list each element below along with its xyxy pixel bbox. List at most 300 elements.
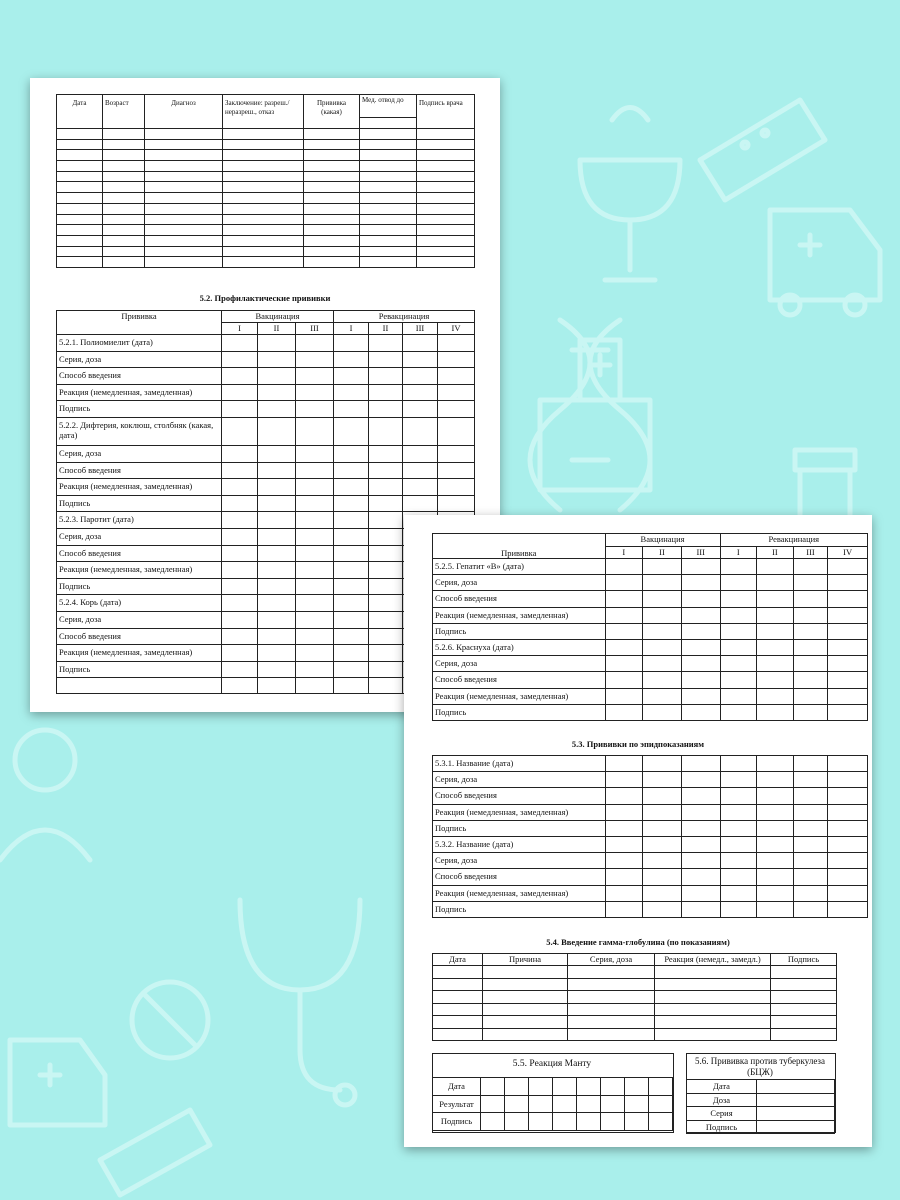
table-row	[433, 756, 868, 772]
entry-cell	[369, 678, 403, 694]
empty-cell	[223, 235, 304, 246]
row-label: Реакция (немедленная, замедленная)	[433, 607, 606, 623]
empty-cell	[145, 246, 223, 257]
table-row	[57, 235, 475, 246]
entry-cell	[605, 853, 643, 869]
bcg-row-label: Подпись	[687, 1120, 757, 1134]
table-row	[57, 368, 475, 385]
entry-cell	[296, 678, 334, 694]
entry-cell	[828, 688, 868, 704]
entry-cell	[438, 368, 475, 385]
table-row	[433, 901, 868, 917]
entry-cell	[296, 384, 334, 401]
empty-cell	[417, 129, 475, 140]
entry-cell	[793, 788, 828, 804]
row-label: Способ введения	[433, 869, 606, 885]
row-label: Способ введения	[433, 788, 606, 804]
entry-cell	[296, 335, 334, 352]
entry-cell	[793, 901, 828, 917]
empty-cell	[655, 1016, 771, 1029]
entry-cell	[334, 611, 369, 628]
entry-cell	[643, 623, 682, 639]
entry-cell	[222, 445, 258, 462]
entry-cell	[601, 1078, 625, 1096]
table-row	[57, 129, 475, 140]
entry-cell	[605, 672, 643, 688]
entry-cell	[681, 639, 720, 655]
entry-cell	[720, 804, 757, 820]
entry-cell	[334, 562, 369, 579]
row-label: Подпись	[433, 623, 606, 639]
empty-cell	[771, 1003, 837, 1016]
examination-table	[56, 94, 475, 268]
empty-cell	[655, 978, 771, 991]
empty-cell	[103, 182, 145, 193]
entry-cell	[369, 495, 403, 512]
row-label: 5.2.5. Гепатит «В» (дата)	[433, 559, 606, 575]
empty-cell	[57, 139, 103, 150]
empty-cell	[483, 1016, 568, 1029]
empty-cell	[57, 161, 103, 172]
entry-cell	[720, 788, 757, 804]
table-row	[433, 559, 868, 575]
empty-cell	[145, 225, 223, 236]
entry-cell	[793, 656, 828, 672]
table-row	[433, 1016, 837, 1029]
entry-cell	[720, 688, 757, 704]
entry-cell	[828, 788, 868, 804]
entry-cell	[222, 335, 258, 352]
empty-cell	[360, 193, 417, 204]
row-label: Подпись	[57, 578, 222, 595]
empty-cell	[57, 246, 103, 257]
entry-cell	[438, 417, 475, 445]
empty-cell	[433, 991, 483, 1004]
entry-cell	[625, 1078, 649, 1096]
entry-cell	[605, 575, 643, 591]
table-row	[433, 772, 868, 788]
header-date: Дата	[57, 95, 103, 129]
entry-cell	[296, 479, 334, 496]
entry-cell	[222, 645, 258, 662]
empty-cell	[771, 978, 837, 991]
empty-cell	[304, 182, 360, 193]
empty-cell	[103, 150, 145, 161]
entry-cell	[793, 804, 828, 820]
empty-cell	[360, 150, 417, 161]
header-gamma-date: Дата	[433, 954, 483, 966]
row-label: Реакция (немедленная, замедленная)	[57, 645, 222, 662]
bcg-row-label: Доза	[687, 1093, 757, 1107]
roman-header: II	[757, 547, 794, 559]
entry-cell	[681, 853, 720, 869]
row-label: Серия, доза	[57, 351, 222, 368]
entry-cell	[296, 628, 334, 645]
entry-cell	[403, 368, 438, 385]
row-label: Способ введения	[433, 591, 606, 607]
entry-cell	[649, 1078, 673, 1096]
entry-cell	[334, 384, 369, 401]
entry-cell	[258, 445, 296, 462]
entry-cell	[222, 512, 258, 529]
ambulance-icon	[770, 210, 880, 315]
entry-cell	[369, 335, 403, 352]
row-label: 5.2.4. Корь (дата)	[57, 595, 222, 612]
entry-cell	[481, 1078, 505, 1096]
entry-cell	[403, 401, 438, 418]
empty-cell	[103, 129, 145, 140]
entry-cell	[605, 591, 643, 607]
entry-cell	[720, 756, 757, 772]
entry-cell	[605, 836, 643, 852]
entry-cell	[605, 820, 643, 836]
empty-cell	[304, 161, 360, 172]
entry-cell	[258, 417, 296, 445]
empty-cell	[223, 193, 304, 204]
entry-cell	[757, 788, 794, 804]
entry-cell	[529, 1113, 553, 1131]
entry-cell	[438, 351, 475, 368]
entry-cell	[258, 495, 296, 512]
entry-cell	[643, 607, 682, 623]
entry-cell	[757, 885, 794, 901]
entry-cell	[757, 656, 794, 672]
entry-cell	[403, 417, 438, 445]
entry-cell	[505, 1113, 529, 1131]
entry-cell	[681, 575, 720, 591]
entry-cell	[681, 704, 720, 720]
entry-cell	[793, 559, 828, 575]
empty-cell	[568, 978, 655, 991]
empty-cell	[145, 171, 223, 182]
entry-cell	[605, 688, 643, 704]
section-title-5-2: 5.2. Профилактические прививки	[199, 293, 331, 303]
roman-header: III	[793, 547, 828, 559]
empty-cell	[145, 182, 223, 193]
entry-cell	[720, 639, 757, 655]
ambulance-icon	[10, 1040, 105, 1125]
empty-cell	[145, 161, 223, 172]
entry-cell	[334, 495, 369, 512]
entry-cell	[643, 639, 682, 655]
row-label: Реакция (немедленная, замедленная)	[433, 885, 606, 901]
header-doctor-signature: Подпись врача	[417, 95, 475, 129]
entry-cell	[828, 656, 868, 672]
row-label: Подпись	[433, 704, 606, 720]
entry-cell	[258, 384, 296, 401]
entry-cell	[605, 639, 643, 655]
table-row	[57, 462, 475, 479]
entry-cell	[828, 804, 868, 820]
empty-cell	[417, 193, 475, 204]
entry-cell	[369, 595, 403, 612]
empty-cell	[103, 203, 145, 214]
entry-cell	[643, 804, 682, 820]
table-row	[433, 966, 837, 979]
table-row	[687, 1080, 835, 1094]
entry-cell	[258, 545, 296, 562]
table-row	[433, 820, 868, 836]
empty-cell	[223, 182, 304, 193]
entry-cell	[438, 495, 475, 512]
mantoux-row-label: Дата	[433, 1078, 481, 1096]
entry-cell	[258, 578, 296, 595]
entry-cell	[334, 661, 369, 678]
row-label: Подпись	[57, 495, 222, 512]
table-row	[57, 351, 475, 368]
table-row	[433, 1078, 673, 1096]
entry-cell	[369, 528, 403, 545]
row-label: Реакция (немедленная, замедленная)	[433, 688, 606, 704]
entry-cell	[643, 836, 682, 852]
entry-cell	[757, 559, 794, 575]
empty-cell	[145, 203, 223, 214]
entry-cell	[296, 645, 334, 662]
table-row	[433, 885, 868, 901]
table-row	[433, 575, 868, 591]
entry-cell	[258, 645, 296, 662]
entry-cell	[828, 704, 868, 720]
entry-cell	[438, 479, 475, 496]
entry-cell	[681, 672, 720, 688]
empty-cell	[360, 257, 417, 268]
table-row	[687, 1120, 835, 1134]
entry-cell	[605, 804, 643, 820]
empty-cell	[304, 246, 360, 257]
entry-cell	[720, 704, 757, 720]
entry-cell	[793, 885, 828, 901]
row-label: Серия, доза	[433, 772, 606, 788]
entry-cell	[793, 853, 828, 869]
roman-header: I	[605, 547, 643, 559]
empty-cell	[360, 161, 417, 172]
entry-cell	[577, 1078, 601, 1096]
section-title-5-3: 5.3. Прививки по эпидпоказаниям	[571, 739, 705, 749]
entry-cell	[296, 351, 334, 368]
entry-cell	[757, 836, 794, 852]
entry-cell	[334, 578, 369, 595]
entry-cell	[757, 575, 794, 591]
entry-cell	[681, 788, 720, 804]
entry-cell	[605, 623, 643, 639]
entry-cell	[334, 545, 369, 562]
entry-cell	[720, 853, 757, 869]
empty-cell	[103, 193, 145, 204]
entry-cell	[438, 445, 475, 462]
row-label: Способ введения	[57, 462, 222, 479]
entry-cell	[643, 756, 682, 772]
entry-cell	[720, 672, 757, 688]
empty-cell	[483, 966, 568, 979]
row-label: Реакция (немедленная, замедленная)	[57, 479, 222, 496]
entry-cell	[222, 562, 258, 579]
entry-cell	[828, 591, 868, 607]
entry-cell	[643, 591, 682, 607]
entry-cell	[605, 656, 643, 672]
entry-cell	[793, 836, 828, 852]
entry-cell	[334, 401, 369, 418]
header-gamma-reason: Причина	[483, 954, 568, 966]
entry-cell	[757, 1107, 835, 1121]
dna-icon	[530, 320, 650, 510]
entry-cell	[481, 1113, 505, 1131]
vaccination-table-2	[432, 533, 868, 721]
row-label: 5.2.6. Краснуха (дата)	[433, 639, 606, 655]
header-gamma-series: Серия, доза	[568, 954, 655, 966]
header-med-exemption	[360, 95, 417, 129]
entry-cell	[643, 559, 682, 575]
entry-cell	[757, 853, 794, 869]
entry-cell	[643, 672, 682, 688]
empty-cell	[417, 203, 475, 214]
entry-cell	[529, 1078, 553, 1096]
entry-cell	[793, 639, 828, 655]
entry-cell	[222, 384, 258, 401]
mantoux-title: 5.5. Реакция Манту	[512, 1059, 592, 1069]
bcg-row-label: Дата	[687, 1080, 757, 1094]
section-title-5-4: 5.4. Введение гамма-глобулина (по показаниям)	[546, 937, 730, 947]
empty-cell	[145, 257, 223, 268]
empty-cell	[304, 193, 360, 204]
table-row	[433, 591, 868, 607]
entry-cell	[258, 335, 296, 352]
empty-cell	[103, 246, 145, 257]
header-vaccination: Вакцинация	[222, 311, 334, 323]
empty-cell	[103, 225, 145, 236]
entry-cell	[757, 623, 794, 639]
entry-cell	[403, 479, 438, 496]
roman-header: II	[258, 323, 296, 335]
entry-cell	[757, 772, 794, 788]
empty-cell	[103, 214, 145, 225]
empty-cell	[433, 966, 483, 979]
entry-cell	[757, 688, 794, 704]
empty-cell	[57, 203, 103, 214]
entry-cell	[681, 901, 720, 917]
entry-cell	[258, 628, 296, 645]
entry-cell	[438, 335, 475, 352]
entry-cell	[757, 756, 794, 772]
entry-cell	[296, 545, 334, 562]
entry-cell	[369, 445, 403, 462]
entry-cell	[258, 661, 296, 678]
entry-cell	[334, 417, 369, 445]
entry-cell	[681, 756, 720, 772]
empty-cell	[57, 129, 103, 140]
entry-cell	[757, 1120, 835, 1134]
entry-cell	[369, 578, 403, 595]
table-row	[433, 836, 868, 852]
entry-cell	[334, 335, 369, 352]
table-row	[433, 607, 868, 623]
empty-cell	[103, 139, 145, 150]
entry-cell	[643, 688, 682, 704]
empty-cell	[417, 150, 475, 161]
table-row	[433, 1113, 673, 1131]
gamma-globulin-table	[432, 953, 837, 1041]
entry-cell	[334, 462, 369, 479]
entry-cell	[605, 756, 643, 772]
entry-cell	[605, 788, 643, 804]
entry-cell	[334, 528, 369, 545]
row-label: Серия, доза	[433, 656, 606, 672]
entry-cell	[258, 611, 296, 628]
row-label: Серия, доза	[433, 853, 606, 869]
entry-cell	[828, 607, 868, 623]
empty-cell	[568, 991, 655, 1004]
table-row	[57, 139, 475, 150]
empty-cell	[360, 139, 417, 150]
entry-cell	[643, 901, 682, 917]
entry-cell	[681, 591, 720, 607]
bcg-title: 5.6. Прививка против туберкулеза (БЦЖ)	[695, 1056, 825, 1077]
entry-cell	[403, 462, 438, 479]
entry-cell	[334, 351, 369, 368]
row-label: 5.3.1. Название (дата)	[433, 756, 606, 772]
entry-cell	[296, 512, 334, 529]
table-row	[57, 257, 475, 268]
empty-cell	[568, 966, 655, 979]
empty-cell	[57, 182, 103, 193]
entry-cell	[793, 672, 828, 688]
entry-cell	[681, 772, 720, 788]
empty-cell	[483, 1003, 568, 1016]
empty-cell	[771, 966, 837, 979]
header-vaccine: Прививка (какая)	[304, 95, 360, 129]
entry-cell	[222, 628, 258, 645]
empty-cell	[417, 161, 475, 172]
empty-cell	[223, 171, 304, 182]
row-label: Способ введения	[57, 545, 222, 562]
entry-cell	[369, 645, 403, 662]
table-row	[433, 1003, 837, 1016]
roman-header: I	[720, 547, 757, 559]
roman-header: I	[334, 323, 369, 335]
empty-cell	[57, 150, 103, 161]
entry-cell	[222, 351, 258, 368]
entry-cell	[681, 820, 720, 836]
empty-cell	[103, 171, 145, 182]
entry-cell	[553, 1113, 577, 1131]
table-row	[57, 193, 475, 204]
empty-cell	[655, 966, 771, 979]
empty-cell	[57, 235, 103, 246]
entry-cell	[334, 479, 369, 496]
empty-cell	[145, 193, 223, 204]
entry-cell	[793, 591, 828, 607]
empty-cell	[568, 1016, 655, 1029]
table-row	[433, 869, 868, 885]
entry-cell	[681, 869, 720, 885]
entry-cell	[757, 607, 794, 623]
row-label: Реакция (немедленная, замедленная)	[57, 562, 222, 579]
empty-cell	[417, 171, 475, 182]
header-gamma-reaction: Реакция (немедл., замедл.)	[655, 954, 771, 966]
mantoux-row-label: Подпись	[433, 1113, 481, 1131]
entry-cell	[403, 335, 438, 352]
entry-cell	[258, 401, 296, 418]
entry-cell	[369, 351, 403, 368]
entry-cell	[681, 559, 720, 575]
table-row	[57, 417, 475, 445]
table-row	[433, 623, 868, 639]
empty-cell	[57, 171, 103, 182]
entry-cell	[296, 611, 334, 628]
entry-cell	[828, 575, 868, 591]
table-row	[57, 203, 475, 214]
table-row	[433, 1095, 673, 1113]
roman-header: IV	[828, 547, 868, 559]
